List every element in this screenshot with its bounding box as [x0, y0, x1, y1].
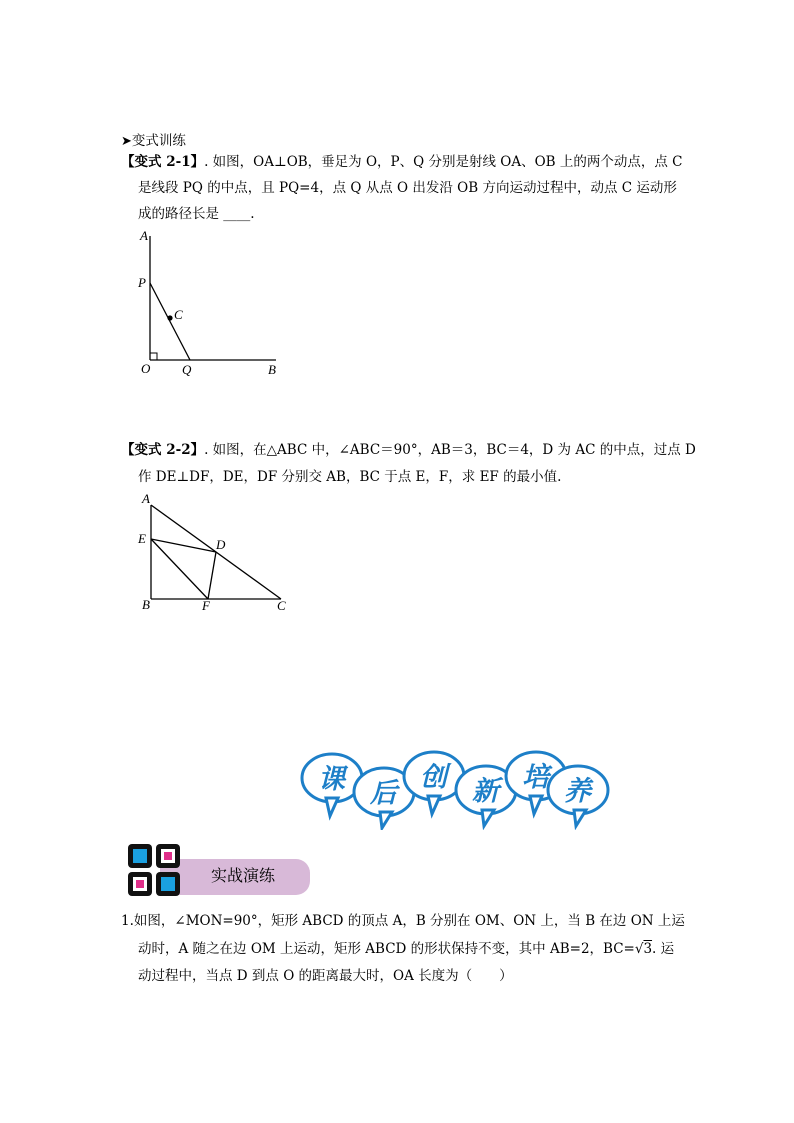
label-c: C: [174, 307, 183, 322]
label-p: P: [138, 275, 146, 290]
problem-2-2-text1: . 如图，在△ABC 中，∠ABC＝90°，AB＝3，BC＝4，D 为 AC 的中点，过点 D: [204, 442, 696, 458]
label-e: E: [138, 531, 146, 546]
segment-ef: [151, 539, 208, 599]
banner-char-3: 创: [420, 762, 447, 793]
sqrt-value: 3: [643, 941, 653, 957]
problem-2-1-line3: 成的路径长是 ____.: [138, 206, 255, 222]
label-c: C: [277, 598, 286, 613]
problem-2-1-tag: 【变式 2-1】: [121, 154, 205, 170]
sqrt-symbol: √3: [634, 941, 653, 957]
banner-after-class-innovation: [296, 748, 614, 830]
label-q: Q: [182, 362, 192, 377]
segment-df: [208, 552, 216, 599]
label-f: F: [202, 598, 210, 613]
problem-1-line1: [121, 908, 685, 934]
figure-2-2: [134, 490, 304, 620]
segment-pq: [150, 283, 190, 360]
puzzle-icon: [126, 842, 182, 898]
label-d: D: [216, 537, 226, 552]
label-a: A: [140, 228, 148, 243]
problem-1-text2b: . 运: [652, 941, 675, 957]
banner-char-1: 课: [318, 764, 345, 795]
problem-1-text1: 如图，∠MON=90°，矩形 ABCD 的顶点 A，B 分别在 OM、ON 上，当 B 在边 ON 上运: [133, 913, 685, 929]
label-o: O: [141, 361, 151, 376]
label-a: A: [142, 491, 150, 506]
banner-char-6: 养: [564, 776, 591, 807]
problem-2-2-line2: 作 DE⊥DF，DE，DF 分别交 AB，BC 于点 E，F，求 EF 的最小值.: [138, 469, 562, 485]
banner-char-5: 培: [522, 762, 549, 793]
problem-2-1-text1: . 如图，OA⊥OB，垂足为 O，P、Q 分别是射线 OA、OB 上的两个动点，点 C: [204, 154, 683, 170]
problem-1-number: 1.: [121, 913, 134, 929]
problem-2-2-line1: [121, 437, 696, 463]
banner-char-2: 后: [370, 778, 397, 809]
problem-1-line3: 动过程中，当点 D 到点 O 的距离最大时，OA 长度为（ ）: [138, 968, 513, 984]
right-angle-mark: [150, 353, 157, 360]
problem-1-text2a: 动时，A 随之在边 OM 上运动，矩形 ABCD 的形状保持不变，其中 AB=2，BC=: [138, 941, 635, 957]
label-b: B: [268, 362, 276, 377]
practice-header-title: 实战演练: [211, 866, 276, 885]
section-heading-text: 变式训练: [131, 133, 186, 149]
point-c: [167, 315, 172, 320]
problem-1-line2: [138, 936, 674, 962]
arrow-icon: ➤: [121, 134, 132, 149]
label-b: B: [142, 597, 150, 612]
figure-2-1: [128, 226, 298, 386]
banner-char-4: 新: [472, 776, 499, 807]
problem-2-1-line1: [121, 149, 683, 175]
problem-2-2-tag: 【变式 2-2】: [121, 442, 205, 458]
problem-2-1-line2: 是线段 PQ 的中点，且 PQ=4，点 Q 从点 O 出发沿 OB 方向运动过程中，动点 C 运动形: [138, 180, 677, 196]
